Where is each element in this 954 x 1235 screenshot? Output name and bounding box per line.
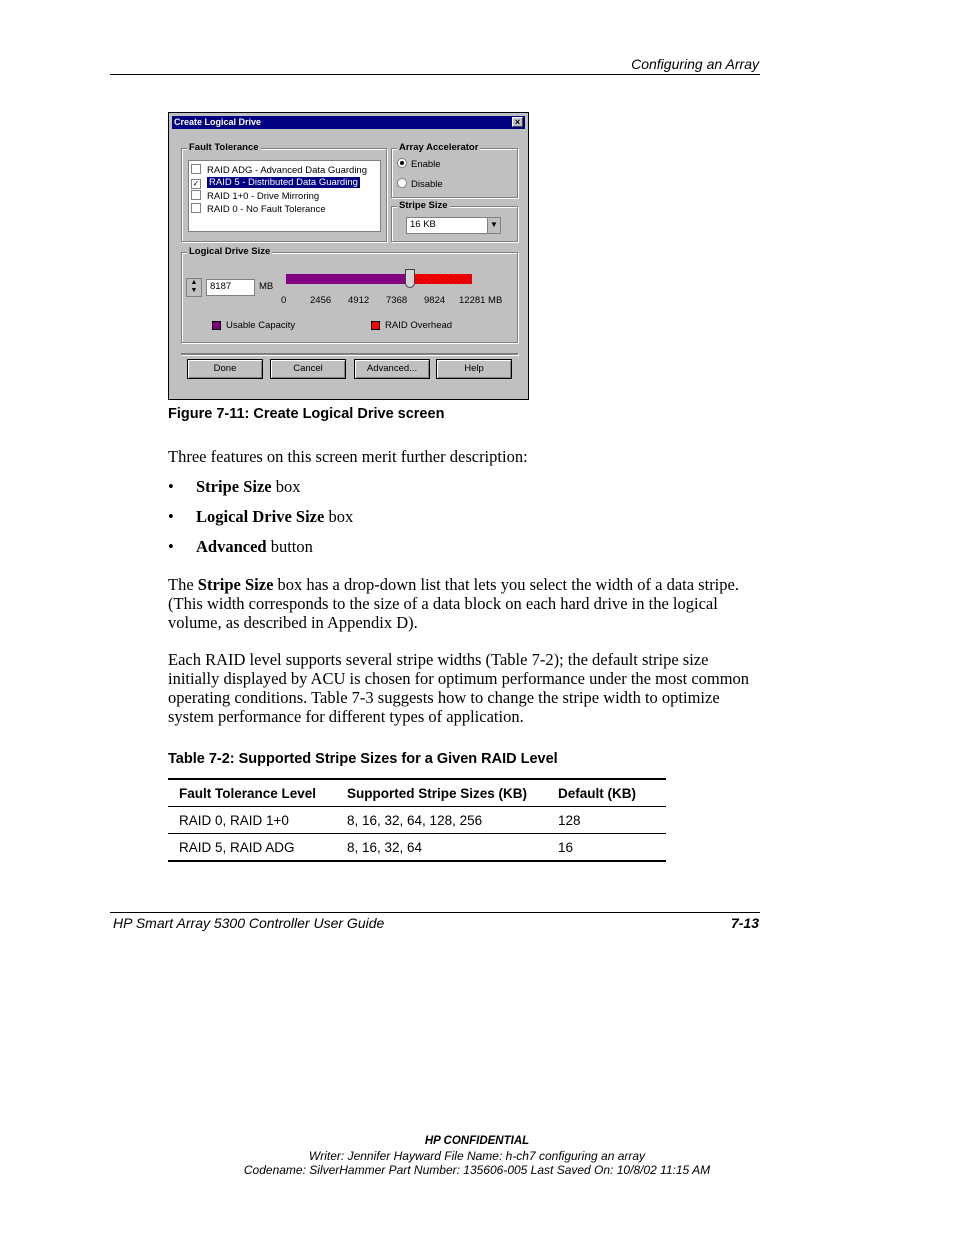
chevron-down-icon[interactable]: ▼ <box>487 218 500 233</box>
table-row <box>168 834 666 862</box>
checkbox[interactable] <box>191 203 201 213</box>
fault-tolerance-list[interactable] <box>188 160 381 232</box>
column-header: Supported Stripe Sizes (KB) <box>336 779 547 807</box>
spin-up-icon[interactable]: ▲ <box>190 279 198 286</box>
table-cell: RAID 0, RAID 1+0 <box>168 807 336 834</box>
list-item[interactable] <box>191 203 326 215</box>
slider-thumb[interactable] <box>405 269 415 288</box>
figure-caption: Figure 7-11: Create Logical Drive screen <box>168 406 445 422</box>
array-accelerator-group <box>391 142 518 198</box>
table-cell: 8, 16, 32, 64 <box>336 834 547 862</box>
logical-drive-size-group <box>181 246 518 343</box>
stripe-size-select[interactable] <box>406 217 501 234</box>
raid-level-paragraph: Each RAID level supports several stripe widths (Table 7-2); the default stripe size initially displayed by ACU is chosen for optimum performance under the most common operating conditions. Table 7-3 suggests how to change the stripe width to optimize system performance for different types of application. <box>168 650 750 726</box>
table-caption: Table 7-2: Supported Stripe Sizes for a Given RAID Level <box>168 751 558 767</box>
bullet-list-item <box>168 537 313 557</box>
cancel-button[interactable]: Cancel <box>270 359 346 379</box>
table-cell: 8, 16, 32, 64, 128, 256 <box>336 807 547 834</box>
tick-label: 7368 <box>386 295 408 306</box>
tick-label: 9824 <box>424 295 446 306</box>
spin-down-icon[interactable]: ▼ <box>190 287 198 294</box>
list-item[interactable] <box>191 190 319 202</box>
enable-label: Enable <box>411 159 441 170</box>
checkbox[interactable] <box>191 164 201 174</box>
bullet-rest: box <box>324 507 354 526</box>
running-header: Configuring an Array <box>631 56 759 72</box>
intro-text: Three features on this screen merit further description: <box>168 447 528 466</box>
column-header: Fault Tolerance Level <box>168 779 336 807</box>
tick-label: 2456 <box>310 295 332 306</box>
stripe-size-table <box>168 778 666 862</box>
table-header-row <box>168 779 666 807</box>
size-unit: MB <box>259 281 274 292</box>
checkbox[interactable] <box>191 190 201 200</box>
footer-writer-line: Writer: Jennifer Hayward File Name: h-ch7 configuring an array <box>308 1149 646 1163</box>
create-logical-drive-dialog <box>168 112 529 400</box>
usable-capacity-swatch <box>212 321 221 330</box>
stripe-size-group <box>391 200 518 242</box>
list-item-label: RAID 1+0 - Drive Mirroring <box>207 191 320 202</box>
done-button[interactable]: Done <box>187 359 263 379</box>
bullet-text <box>196 507 353 527</box>
logical-drive-size-label: Logical Drive Size <box>189 246 271 257</box>
footer-codename-line: Codename: SilverHammer Part Number: 135606-005 Last Saved On: 10/8/02 11:15 AM <box>243 1163 711 1177</box>
raid-overhead-legend: RAID Overhead <box>385 320 453 331</box>
capacity-slider[interactable] <box>286 274 472 284</box>
bullet-glyph: • <box>168 507 174 526</box>
tick-label: 0 <box>281 295 287 306</box>
raid-overhead-bar <box>410 274 472 284</box>
list-item-label: RAID ADG - Advanced Data Guarding <box>207 165 367 176</box>
disable-label: Disable <box>411 179 443 190</box>
size-spinner[interactable] <box>186 278 202 297</box>
bullet-glyph: • <box>168 537 174 556</box>
disable-radio[interactable] <box>397 178 443 191</box>
bullet-rest: button <box>266 537 313 556</box>
list-item[interactable] <box>191 177 360 189</box>
bullet-bold: Logical Drive Size <box>196 507 325 526</box>
header-rule <box>110 74 760 75</box>
bullet-list-item <box>168 477 301 497</box>
size-value: 8187 <box>210 281 232 292</box>
confidential-label: HP CONFIDENTIAL <box>424 1135 530 1147</box>
help-button[interactable]: Help <box>436 359 512 379</box>
bullet-text <box>196 537 313 557</box>
stripe-size-value: 16 KB <box>410 219 436 230</box>
raid-overhead-swatch <box>371 321 380 330</box>
advanced-button[interactable]: Advanced... <box>354 359 430 379</box>
bullet-text <box>196 477 301 497</box>
checkbox[interactable]: ✓ <box>192 179 200 188</box>
bullet-glyph: • <box>168 477 174 496</box>
column-header: Default (KB) <box>547 779 666 807</box>
usable-capacity-legend: Usable Capacity <box>226 320 296 331</box>
dialog-title: Create Logical Drive <box>174 117 262 127</box>
list-item[interactable] <box>191 164 367 176</box>
para-text: box has a drop-down list that lets you select the width of a data stripe. (This width corresponds to the size of a data block on each hard drive in the logical volume, as described in Appendix D). <box>168 575 739 632</box>
dialog-titlebar <box>172 116 525 129</box>
fault-tolerance-group <box>181 142 387 242</box>
bullet-bold: Advanced <box>196 537 267 556</box>
enable-radio[interactable] <box>397 158 441 171</box>
stripe-size-paragraph <box>168 575 758 632</box>
button-separator <box>181 353 518 355</box>
bullet-list-item <box>168 507 354 527</box>
fault-tolerance-label: Fault Tolerance <box>189 142 259 153</box>
stripe-size-label: Stripe Size <box>399 200 448 211</box>
table-cell: 128 <box>547 807 666 834</box>
bullet-rest: box <box>271 477 301 496</box>
list-item-label: RAID 0 - No Fault Tolerance <box>207 204 326 215</box>
table-cell: 16 <box>547 834 666 862</box>
size-input[interactable] <box>206 279 255 296</box>
array-accelerator-label: Array Accelerator <box>399 142 479 153</box>
close-icon[interactable]: × <box>512 117 523 127</box>
para-text: The <box>168 575 198 594</box>
table-row <box>168 807 666 834</box>
footer-rule <box>110 912 760 913</box>
radio-dot[interactable] <box>397 178 407 188</box>
radio-dot[interactable] <box>397 158 407 168</box>
tick-label: 4912 <box>348 295 370 306</box>
table-cell: RAID 5, RAID ADG <box>168 834 336 862</box>
para-bold: Stripe Size <box>197 575 274 594</box>
footer-title: HP Smart Array 5300 Controller User Guide <box>113 915 385 931</box>
usable-capacity-bar <box>286 274 410 284</box>
bullet-bold: Stripe Size <box>196 477 272 496</box>
page-number: 7-13 <box>730 915 759 931</box>
tick-label: 12281 MB <box>459 295 503 306</box>
list-item-label: RAID 5 - Distributed Data Guarding <box>209 177 358 188</box>
